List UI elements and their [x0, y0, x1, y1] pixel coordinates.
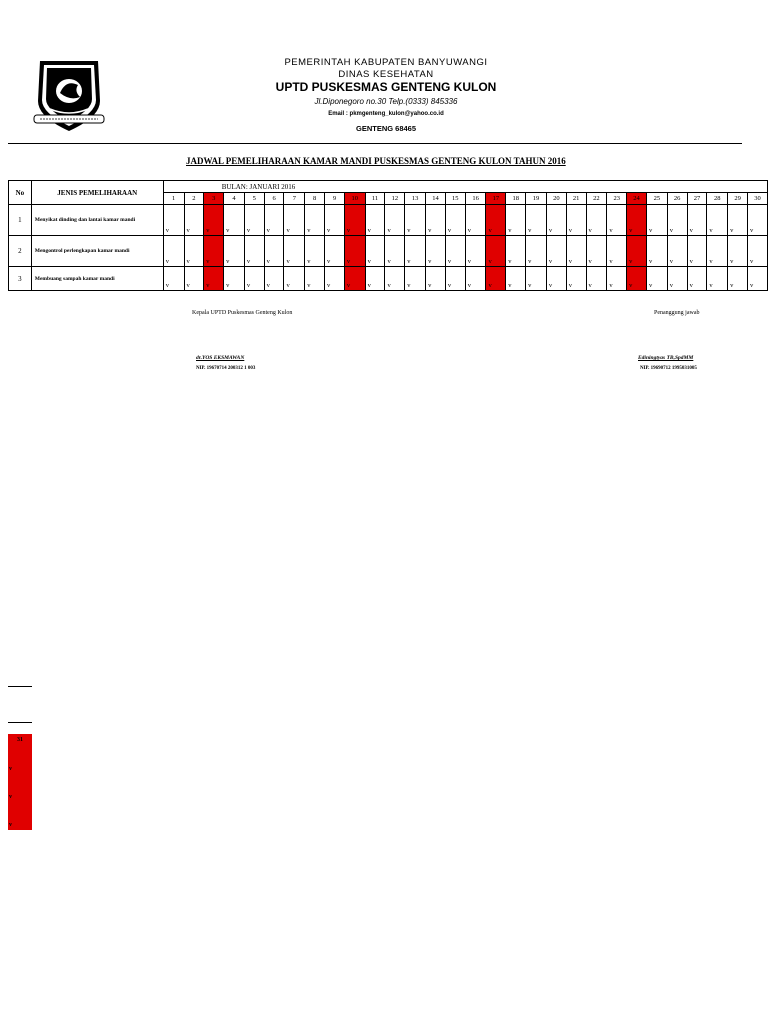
row-number: 1: [9, 205, 32, 236]
check-cell: v: [365, 267, 385, 291]
check-cell: v: [566, 267, 586, 291]
header-email: Email : pkmgenteng_kulon@yahoo.co.id: [328, 111, 444, 117]
check-cell: v: [687, 236, 707, 267]
signature-left-title: Kepala UPTD Puskesmas Genteng Kulon: [192, 310, 293, 316]
fragment-mark-1: v: [8, 746, 32, 774]
check-cell: v: [344, 267, 365, 291]
check-cell: v: [325, 267, 345, 291]
day-header-1: 1: [163, 193, 184, 205]
check-cell: v: [728, 267, 748, 291]
check-cell: v: [163, 267, 184, 291]
check-cell: v: [264, 205, 284, 236]
check-cell: v: [244, 236, 264, 267]
day-header-18: 18: [506, 193, 526, 205]
day-header-17: 17: [486, 193, 506, 205]
day-header-20: 20: [546, 193, 566, 205]
check-cell: v: [627, 236, 647, 267]
check-cell: v: [365, 236, 385, 267]
table-row: [9, 205, 768, 236]
check-cell: v: [224, 236, 245, 267]
check-cell: v: [405, 236, 426, 267]
day-header-30: 30: [747, 193, 767, 205]
check-cell: v: [586, 267, 607, 291]
day-header-27: 27: [687, 193, 707, 205]
check-cell: v: [607, 236, 627, 267]
header-department: DINAS KESEHATAN: [338, 69, 434, 80]
day-header-19: 19: [526, 193, 547, 205]
day-header-13: 13: [405, 193, 426, 205]
header-institution: UPTD PUSKESMAS GENTENG KULON: [275, 80, 497, 94]
check-cell: v: [586, 205, 607, 236]
check-cell: v: [445, 267, 465, 291]
header-col-jenis: JENIS PEMELIHARAAN: [31, 181, 163, 205]
check-cell: v: [163, 236, 184, 267]
day-header-25: 25: [646, 193, 667, 205]
check-cell: v: [445, 205, 465, 236]
activity-label: Menyikat dinding dan lantai kamar mandi: [31, 205, 163, 236]
check-cell: v: [204, 267, 224, 291]
day-header-28: 28: [707, 193, 728, 205]
row-number: 3: [9, 267, 32, 291]
signature-left-name: dr.YOS EKSMAWAN: [196, 355, 245, 361]
check-cell: v: [365, 205, 385, 236]
check-cell: v: [305, 267, 325, 291]
check-cell: v: [486, 267, 506, 291]
check-cell: v: [426, 236, 446, 267]
check-cell: v: [284, 205, 305, 236]
check-cell: v: [506, 267, 526, 291]
document-title: JADWAL PEMELIHARAAN KAMAR MANDI PUSKESMAS GENTENG KULON TAHUN 2016: [186, 156, 566, 166]
table-row: [9, 236, 768, 267]
check-cell: v: [224, 267, 245, 291]
check-cell: v: [325, 205, 345, 236]
check-cell: v: [546, 236, 566, 267]
header-divider: [8, 143, 742, 144]
check-cell: v: [204, 205, 224, 236]
day-header-3: 3: [204, 193, 224, 205]
fragment-mark-3: v: [8, 802, 32, 830]
check-cell: v: [184, 267, 204, 291]
check-cell: v: [385, 236, 405, 267]
table-row: [9, 267, 768, 291]
check-cell: v: [546, 205, 566, 236]
fragment-mark-2: v: [8, 774, 32, 802]
check-cell: v: [465, 236, 486, 267]
check-cell: v: [627, 205, 647, 236]
check-cell: v: [627, 267, 647, 291]
check-cell: v: [526, 236, 547, 267]
day-header-10: 10: [344, 193, 365, 205]
signature-right-name: Ediningtyas TB,SpdMM: [638, 355, 694, 361]
check-cell: v: [385, 267, 405, 291]
check-cell: v: [264, 267, 284, 291]
day-header-23: 23: [607, 193, 627, 205]
check-cell: v: [204, 236, 224, 267]
day-header-29: 29: [728, 193, 748, 205]
check-cell: v: [526, 267, 547, 291]
check-cell: v: [667, 236, 687, 267]
day-header-4: 4: [224, 193, 245, 205]
day-header-9: 9: [325, 193, 345, 205]
check-cell: v: [284, 236, 305, 267]
schedule-table: [8, 180, 768, 291]
check-cell: v: [586, 236, 607, 267]
check-cell: v: [244, 205, 264, 236]
check-cell: v: [244, 267, 264, 291]
check-cell: v: [566, 205, 586, 236]
banyuwangi-emblem-icon: [30, 57, 108, 135]
day-header-2: 2: [184, 193, 204, 205]
check-cell: v: [728, 236, 748, 267]
signature-left-nip: NIP. 19670714 200312 1 003: [196, 366, 256, 371]
check-cell: v: [646, 236, 667, 267]
day-header-7: 7: [284, 193, 305, 205]
check-cell: v: [707, 205, 728, 236]
check-cell: v: [486, 236, 506, 267]
check-cell: v: [264, 236, 284, 267]
check-cell: v: [465, 205, 486, 236]
day-header-22: 22: [586, 193, 607, 205]
day-header-5: 5: [244, 193, 264, 205]
check-cell: v: [284, 267, 305, 291]
activity-label: Membuang sampah kamar mandi: [31, 267, 163, 291]
day-header-11: 11: [365, 193, 385, 205]
day-header-15: 15: [445, 193, 465, 205]
check-cell: v: [163, 205, 184, 236]
check-cell: v: [747, 267, 767, 291]
check-cell: v: [344, 205, 365, 236]
fragment-day-31: 31: [8, 734, 32, 746]
check-cell: v: [546, 267, 566, 291]
signature-right-title: Penanggung jawab: [654, 310, 700, 316]
fragment-line: [8, 686, 32, 687]
activity-label: Mengontrol perlengkapan kamar mandi: [31, 236, 163, 267]
check-cell: v: [646, 267, 667, 291]
day-header-8: 8: [305, 193, 325, 205]
check-cell: v: [325, 236, 345, 267]
check-cell: v: [646, 205, 667, 236]
header-address: Jl.Diponegoro no.30 Telp.(0333) 845336: [314, 97, 458, 106]
check-cell: v: [465, 267, 486, 291]
day-header-21: 21: [566, 193, 586, 205]
check-cell: v: [667, 205, 687, 236]
day-header-12: 12: [385, 193, 405, 205]
check-cell: v: [728, 205, 748, 236]
check-cell: v: [747, 236, 767, 267]
day-header-14: 14: [426, 193, 446, 205]
check-cell: v: [687, 205, 707, 236]
day-header-26: 26: [667, 193, 687, 205]
check-cell: v: [566, 236, 586, 267]
header-government: PEMERINTAH KABUPATEN BANYUWANGI: [284, 57, 488, 68]
check-cell: v: [506, 205, 526, 236]
check-cell: v: [184, 236, 204, 267]
check-cell: v: [405, 267, 426, 291]
check-cell: v: [486, 205, 506, 236]
check-cell: v: [184, 205, 204, 236]
check-cell: v: [405, 205, 426, 236]
header-col-no: No: [9, 181, 32, 205]
check-cell: v: [224, 205, 245, 236]
check-cell: v: [426, 267, 446, 291]
signature-right-nip: NIP. 19690712 1995031005: [640, 366, 697, 371]
check-cell: v: [607, 267, 627, 291]
check-cell: v: [667, 267, 687, 291]
check-cell: v: [445, 236, 465, 267]
check-cell: v: [607, 205, 627, 236]
check-cell: v: [344, 236, 365, 267]
header-postal: GENTENG 68465: [355, 124, 417, 133]
check-cell: v: [707, 236, 728, 267]
check-cell: v: [305, 205, 325, 236]
day-header-24: 24: [627, 193, 647, 205]
check-cell: v: [707, 267, 728, 291]
day-header-6: 6: [264, 193, 284, 205]
header-bulan: BULAN: JANUARI 2016: [163, 181, 767, 193]
check-cell: v: [305, 236, 325, 267]
check-cell: v: [506, 236, 526, 267]
day-header-16: 16: [465, 193, 486, 205]
row-number: 2: [9, 236, 32, 267]
check-cell: v: [426, 205, 446, 236]
check-cell: v: [385, 205, 405, 236]
check-cell: v: [747, 205, 767, 236]
check-cell: v: [687, 267, 707, 291]
check-cell: v: [526, 205, 547, 236]
